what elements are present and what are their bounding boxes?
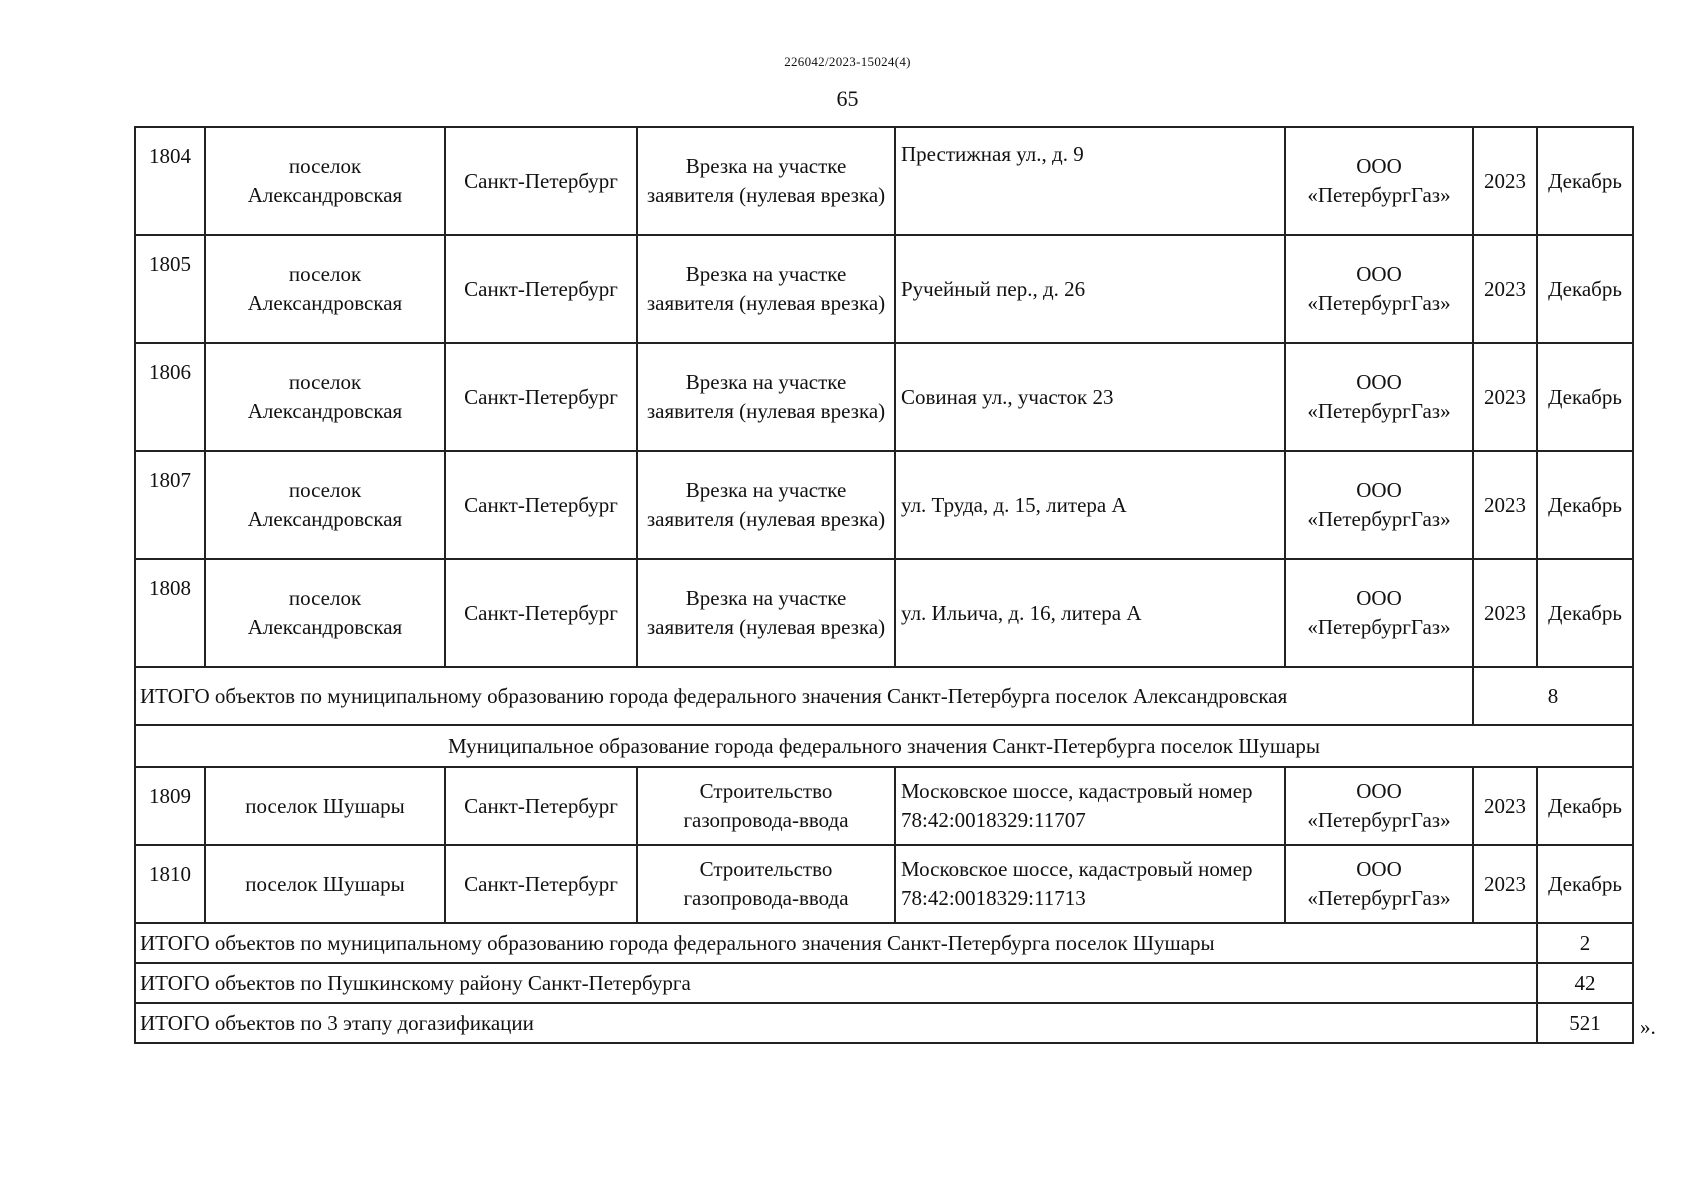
city-cell: Санкт-Петербург (445, 343, 637, 451)
city-cell: Санкт-Петербург (445, 559, 637, 667)
address-cell: ул. Труда, д. 15, литера А (895, 451, 1285, 559)
work-type-cell: Строительство газопровода-ввода (637, 845, 895, 923)
city-cell: Санкт-Петербург (445, 845, 637, 923)
settlement-cell: поселок Александровская (205, 235, 445, 343)
total-aleksandrovskaya-label: ИТОГО объектов по муниципальному образованию города федерального значения Санкт-Петербурга поселок Александровская (135, 667, 1473, 725)
table-row (135, 559, 1633, 667)
work-type-cell: Врезка на участке заявителя (нулевая врезка) (637, 451, 895, 559)
total-shushary-value: 2 (1537, 923, 1633, 963)
year-cell: 2023 (1473, 235, 1537, 343)
month-cell: Декабрь (1537, 343, 1633, 451)
row-number: 1807 (135, 451, 205, 559)
work-type-cell: Строительство газопровода-ввода (637, 767, 895, 845)
table-row (135, 127, 1633, 235)
year-cell: 2023 (1473, 767, 1537, 845)
organization-cell: ООО «ПетербургГаз» (1285, 235, 1473, 343)
city-cell: Санкт-Петербург (445, 127, 637, 235)
address-cell: Совиная ул., участок 23 (895, 343, 1285, 451)
table-row (135, 235, 1633, 343)
organization-cell: ООО «ПетербургГаз» (1285, 451, 1473, 559)
total-row (135, 1003, 1633, 1043)
closing-quote-mark: ». (1640, 1015, 1656, 1039)
year-cell: 2023 (1473, 845, 1537, 923)
settlement-cell: поселок Александровская (205, 451, 445, 559)
total-stage3-label: ИТОГО объектов по 3 этапу догазификации (135, 1003, 1537, 1043)
month-cell: Декабрь (1537, 127, 1633, 235)
section-row (135, 725, 1633, 767)
settlement-cell: поселок Александровская (205, 127, 445, 235)
row-number: 1809 (135, 767, 205, 845)
organization-cell: ООО «ПетербургГаз» (1285, 845, 1473, 923)
settlement-cell: поселок Шушары (205, 767, 445, 845)
total-row (135, 963, 1633, 1003)
organization-cell: ООО «ПетербургГаз» (1285, 767, 1473, 845)
address-cell: Московское шоссе, кадастровый номер 78:42:0018329:11713 (895, 845, 1285, 923)
month-cell: Декабрь (1537, 235, 1633, 343)
city-cell: Санкт-Петербург (445, 235, 637, 343)
month-cell: Декабрь (1537, 845, 1633, 923)
table-row (135, 451, 1633, 559)
city-cell: Санкт-Петербург (445, 451, 637, 559)
total-pushkin-label: ИТОГО объектов по Пушкинскому району Санкт-Петербурга (135, 963, 1537, 1003)
month-cell: Декабрь (1537, 451, 1633, 559)
work-type-cell: Врезка на участке заявителя (нулевая врезка) (637, 127, 895, 235)
work-type-cell: Врезка на участке заявителя (нулевая врезка) (637, 343, 895, 451)
row-number: 1808 (135, 559, 205, 667)
work-type-cell: Врезка на участке заявителя (нулевая врезка) (637, 235, 895, 343)
work-type-cell: Врезка на участке заявителя (нулевая врезка) (637, 559, 895, 667)
section-title-shushary: Муниципальное образование города федерального значения Санкт-Петербурга поселок Шушары (135, 725, 1633, 767)
address-cell: Ручейный пер., д. 26 (895, 235, 1285, 343)
year-cell: 2023 (1473, 127, 1537, 235)
organization-cell: ООО «ПетербургГаз» (1285, 343, 1473, 451)
city-cell: Санкт-Петербург (445, 767, 637, 845)
total-shushary-label: ИТОГО объектов по муниципальному образованию города федерального значения Санкт-Петербурга поселок Шушары (135, 923, 1537, 963)
organization-cell: ООО «ПетербургГаз» (1285, 559, 1473, 667)
month-cell: Декабрь (1537, 767, 1633, 845)
document-code: 226042/2023-15024(4) (784, 54, 911, 69)
settlement-cell: поселок Александровская (205, 343, 445, 451)
row-number: 1805 (135, 235, 205, 343)
settlement-cell: поселок Шушары (205, 845, 445, 923)
year-cell: 2023 (1473, 451, 1537, 559)
row-number: 1804 (135, 127, 205, 235)
address-cell: Престижная ул., д. 9 (895, 127, 1285, 235)
address-cell: ул. Ильича, д. 16, литера А (895, 559, 1285, 667)
settlement-cell: поселок Александровская (205, 559, 445, 667)
table-row (135, 845, 1633, 923)
total-pushkin-value: 42 (1537, 963, 1633, 1003)
year-cell: 2023 (1473, 343, 1537, 451)
year-cell: 2023 (1473, 559, 1537, 667)
gasification-table (134, 126, 1634, 1044)
total-stage3-value: 521 (1537, 1003, 1633, 1043)
row-number: 1806 (135, 343, 205, 451)
table-row (135, 343, 1633, 451)
total-aleksandrovskaya-value: 8 (1473, 667, 1633, 725)
page-number: 65 (836, 86, 859, 111)
row-number: 1810 (135, 845, 205, 923)
organization-cell: ООО «ПетербургГаз» (1285, 127, 1473, 235)
total-row (135, 923, 1633, 963)
table-row (135, 767, 1633, 845)
address-cell: Московское шоссе, кадастровый номер 78:42:0018329:11707 (895, 767, 1285, 845)
total-row (135, 667, 1633, 725)
month-cell: Декабрь (1537, 559, 1633, 667)
